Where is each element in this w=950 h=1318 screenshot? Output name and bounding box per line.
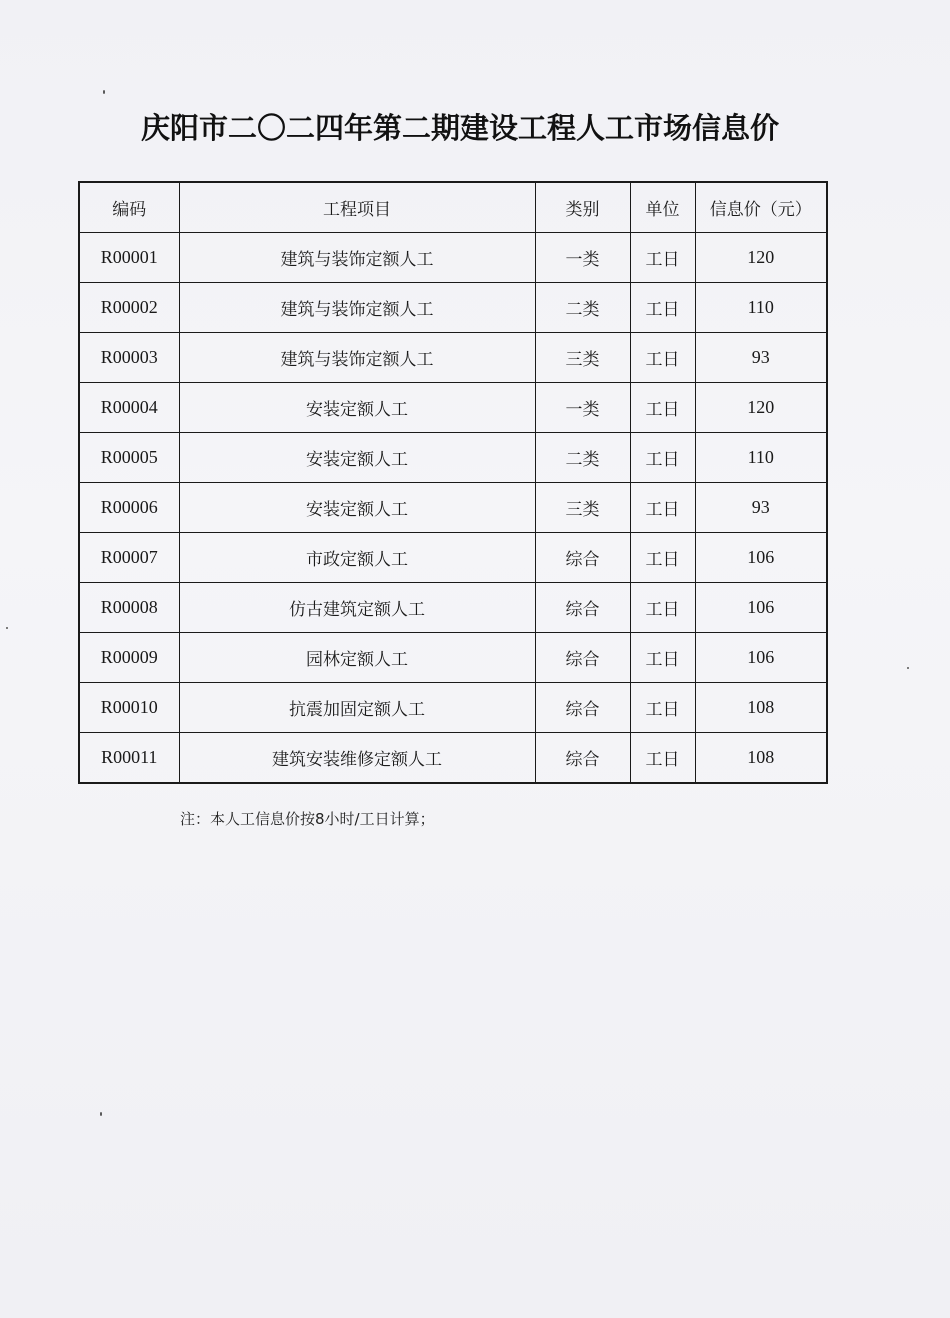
table-row <box>79 333 827 383</box>
scan-speck <box>100 1112 102 1116</box>
cell-price: 108 <box>695 733 827 784</box>
cell-category: 三类 <box>535 483 630 533</box>
cell-item: 安装定额人工 <box>179 433 535 483</box>
header-code: 编码 <box>79 182 179 233</box>
cell-code: R00001 <box>79 233 179 283</box>
cell-unit: 工日 <box>630 233 695 283</box>
table-header-row <box>79 182 827 233</box>
header-category: 类别 <box>535 182 630 233</box>
cell-category: 一类 <box>535 383 630 433</box>
cell-item: 园林定额人工 <box>179 633 535 683</box>
cell-item: 安装定额人工 <box>179 483 535 533</box>
cell-code: R00004 <box>79 383 179 433</box>
cell-unit: 工日 <box>630 633 695 683</box>
cell-price: 108 <box>695 683 827 733</box>
cell-code: R00006 <box>79 483 179 533</box>
cell-code: R00002 <box>79 283 179 333</box>
cell-category: 综合 <box>535 583 630 633</box>
cell-category: 综合 <box>535 683 630 733</box>
cell-price: 106 <box>695 583 827 633</box>
cell-unit: 工日 <box>630 333 695 383</box>
cell-unit: 工日 <box>630 683 695 733</box>
cell-item: 安装定额人工 <box>179 383 535 433</box>
cell-code: R00005 <box>79 433 179 483</box>
cell-code: R00008 <box>79 583 179 633</box>
header-price: 信息价（元） <box>695 182 827 233</box>
cell-code: R00003 <box>79 333 179 383</box>
cell-category: 二类 <box>535 433 630 483</box>
cell-unit: 工日 <box>630 533 695 583</box>
table-row <box>79 283 827 333</box>
cell-price: 106 <box>695 533 827 583</box>
footnote: 注：本人工信息价按8小时/工日计算； <box>180 810 435 828</box>
cell-item: 建筑与装饰定额人工 <box>179 233 535 283</box>
cell-category: 一类 <box>535 233 630 283</box>
cell-category: 三类 <box>535 333 630 383</box>
scan-speck <box>6 627 8 629</box>
table-row <box>79 633 827 683</box>
cell-category: 二类 <box>535 283 630 333</box>
page-title: 庆阳市二〇二四年第二期建设工程人工市场信息价 <box>140 111 779 145</box>
cell-price: 110 <box>695 283 827 333</box>
table-row <box>79 483 827 533</box>
cell-item: 建筑安装维修定额人工 <box>179 733 535 784</box>
cell-unit: 工日 <box>630 483 695 533</box>
scan-speck <box>907 667 909 669</box>
cell-category: 综合 <box>535 533 630 583</box>
cell-item: 建筑与装饰定额人工 <box>179 333 535 383</box>
header-unit: 单位 <box>630 182 695 233</box>
cell-item: 市政定额人工 <box>179 533 535 583</box>
cell-unit: 工日 <box>630 433 695 483</box>
cell-category: 综合 <box>535 733 630 784</box>
cell-unit: 工日 <box>630 383 695 433</box>
cell-code: R00009 <box>79 633 179 683</box>
cell-category: 综合 <box>535 633 630 683</box>
cell-unit: 工日 <box>630 733 695 784</box>
cell-price: 93 <box>695 483 827 533</box>
table-row <box>79 683 827 733</box>
cell-item: 抗震加固定额人工 <box>179 683 535 733</box>
table-row <box>79 583 827 633</box>
header-item: 工程项目 <box>179 182 535 233</box>
cell-item: 仿古建筑定额人工 <box>179 583 535 633</box>
cell-code: R00007 <box>79 533 179 583</box>
cell-item: 建筑与装饰定额人工 <box>179 283 535 333</box>
cell-price: 93 <box>695 333 827 383</box>
table-row <box>79 533 827 583</box>
scan-speck <box>103 90 105 94</box>
table-row <box>79 733 827 784</box>
table-row <box>79 433 827 483</box>
price-table <box>78 181 828 784</box>
table-row <box>79 383 827 433</box>
cell-unit: 工日 <box>630 283 695 333</box>
cell-price: 106 <box>695 633 827 683</box>
cell-price: 120 <box>695 233 827 283</box>
table-row <box>79 233 827 283</box>
cell-code: R00011 <box>79 733 179 784</box>
cell-price: 120 <box>695 383 827 433</box>
cell-unit: 工日 <box>630 583 695 633</box>
cell-code: R00010 <box>79 683 179 733</box>
cell-price: 110 <box>695 433 827 483</box>
